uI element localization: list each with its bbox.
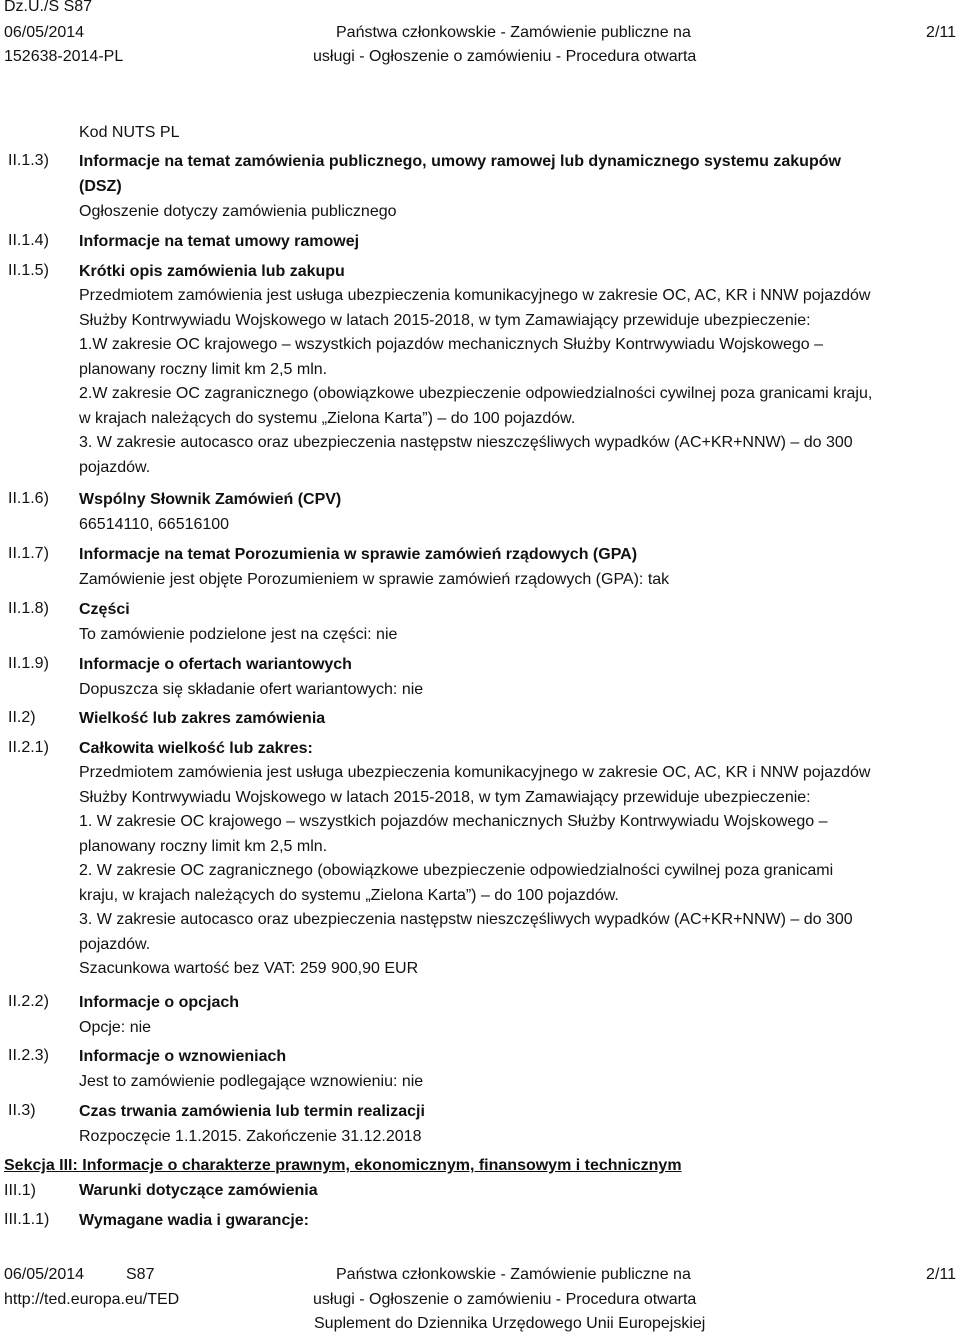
section-number: III.1) [4,1182,37,1199]
section-text: Ogłoszenie dotyczy zamówienia publicznego [79,203,397,220]
description-paragraph [79,284,959,480]
description-line: 3. W zakresie autocasco oraz ubezpieczenia następstw nieszczęśliwych wypadków (AC+KR+NNW) – do 300 [79,434,853,451]
section-number: III.1.1) [4,1211,50,1228]
section-text: Dopuszcza się składanie ofert wariantowych: nie [79,681,424,698]
description-line: Przedmiotem zamówienia jest usługa ubezpieczenia komunikacyjnego w zakresie OC, AC, KR i NNW pojazdów [79,287,871,304]
header-title-line1: Państwa członkowskie - Zamówienie publiczne na [336,24,691,41]
nuts-code: Kod NUTS PL [79,124,180,141]
section-text: To zamówienie podzielone jest na części: nie [79,626,398,643]
description-line: pojazdów. [79,458,151,476]
section-number: II.2.3) [8,1047,49,1064]
section-heading: Czas trwania zamówienia lub termin realizacji [79,1103,425,1120]
header-ref: 152638-2014-PL [4,48,124,65]
section-text: Jest to zamówienie podlegające wznowieniu: nie [79,1073,424,1090]
scope-line: Służby Kontrwywiadu Wojskowego w latach 2015-2018, w tym Zamawiający przewiduje ubezpieczenie: [79,788,811,806]
section-heading: Warunki dotyczące zamówienia [79,1182,318,1199]
section-heading: Wielkość lub zakres zamówienia [79,710,326,727]
scope-paragraph [79,761,959,982]
description-line: 1.W zakresie OC krajowego – wszystkich pojazdów mechanicznych Służby Kontrwywiadu Wojskowego – [79,336,824,353]
footer-journal: S87 [126,1266,155,1283]
estimated-value: Szacunkowa wartość bez VAT: 259 900,90 EUR [79,960,419,977]
section-heading: Informacje o wznowieniach [79,1048,287,1065]
section-text: Opcje: nie [79,1019,152,1036]
header-page: 2/11 [926,24,956,41]
section-heading: Wspólny Słownik Zamówień (CPV) [79,491,342,508]
section-number: II.2) [8,709,36,726]
section-number: II.2.1) [8,739,49,756]
section-III-title: Sekcja III: Informacje o charakterze prawnym, ekonomicznym, finansowym i technicznym [4,1157,682,1174]
scope-line: pojazdów. [79,935,151,953]
footer-date: 06/05/2014 [4,1266,85,1283]
section-number: II.1.3) [8,152,49,169]
description-line: w krajach należących do systemu „Zielona Karta”) – do 100 pojazdów. [79,409,576,427]
footer-title-line1: Państwa członkowskie - Zamówienie publiczne na [336,1266,691,1283]
section-heading: Informacje na temat Porozumienia w sprawie zamówień rządowych (GPA) [79,546,638,563]
section-text: Zamówienie jest objęte Porozumieniem w sprawie zamówień rządowych (GPA): tak [79,571,670,588]
section-number: II.1.6) [8,490,49,507]
section-number: II.2.2) [8,993,49,1010]
scope-line: 3. W zakresie autocasco oraz ubezpieczenia następstw nieszczęśliwych wypadków (AC+KR+NNW) – do 300 [79,911,853,928]
section-heading: Całkowita wielkość lub zakres: [79,740,313,757]
section-number: II.1.9) [8,655,49,672]
scope-line: Przedmiotem zamówienia jest usługa ubezpieczenia komunikacyjnego w zakresie OC, AC, KR i NNW pojazdów [79,764,871,781]
section-number: II.1.5) [8,262,49,279]
section-heading: (DSZ) [79,178,122,195]
footer-title-line3: Suplement do Dziennika Urzędowego Unii Europejskiej [314,1315,706,1332]
footer-title-line2: usługi - Ogłoszenie o zamówieniu - Procedura otwarta [313,1291,697,1308]
scope-line: 1. W zakresie OC krajowego – wszystkich pojazdów mechanicznych Służby Kontrwywiadu Wojskowego – [79,813,828,830]
header-date: 06/05/2014 [4,24,85,41]
section-heading: Informacje o ofertach wariantowych [79,656,352,673]
section-heading: Krótki opis zamówienia lub zakupu [79,263,345,280]
section-heading: Wymagane wadia i gwarancje: [79,1212,310,1229]
description-line: Służby Kontrwywiadu Wojskowego w latach 2015-2018, w tym Zamawiający przewiduje ubezpieczenie: [79,311,811,329]
scope-line: 2. W zakresie OC zagranicznego (obowiązkowe ubezpieczenie odpowiedzialności cywilnej poza granicami [79,862,834,879]
footer-page: 2/11 [926,1266,956,1283]
scope-line: planowany roczny limit km 2,5 mln. [79,837,328,855]
section-text: 66514110, 66516100 [79,516,230,533]
section-heading: Informacje na temat zamówienia publicznego, umowy ramowej lub dynamicznego systemu zakupów [79,153,841,170]
section-heading: Informacje o opcjach [79,994,240,1011]
footer-url[interactable]: http://ted.europa.eu/TED [4,1291,180,1308]
section-number: II.3) [8,1102,36,1119]
scope-line: kraju, w krajach należących do systemu „Zielona Karta”) – do 100 pojazdów. [79,886,619,904]
description-line: planowany roczny limit km 2,5 mln. [79,360,328,378]
header-journal: Dz.U./S S87 [4,0,93,15]
section-number: II.1.4) [8,232,49,249]
section-text: Rozpoczęcie 1.1.2015. Zakończenie 31.12.2018 [79,1128,422,1145]
section-number: II.1.8) [8,600,49,617]
description-line: 2.W zakresie OC zagranicznego (obowiązkowe ubezpieczenie odpowiedzialności cywilnej poza granicami kraju, [79,385,873,402]
section-heading: Części [79,601,130,618]
header-title-line2: usługi - Ogłoszenie o zamówieniu - Procedura otwarta [313,48,697,65]
section-number: II.1.7) [8,545,49,562]
section-heading: Informacje na temat umowy ramowej [79,233,360,250]
